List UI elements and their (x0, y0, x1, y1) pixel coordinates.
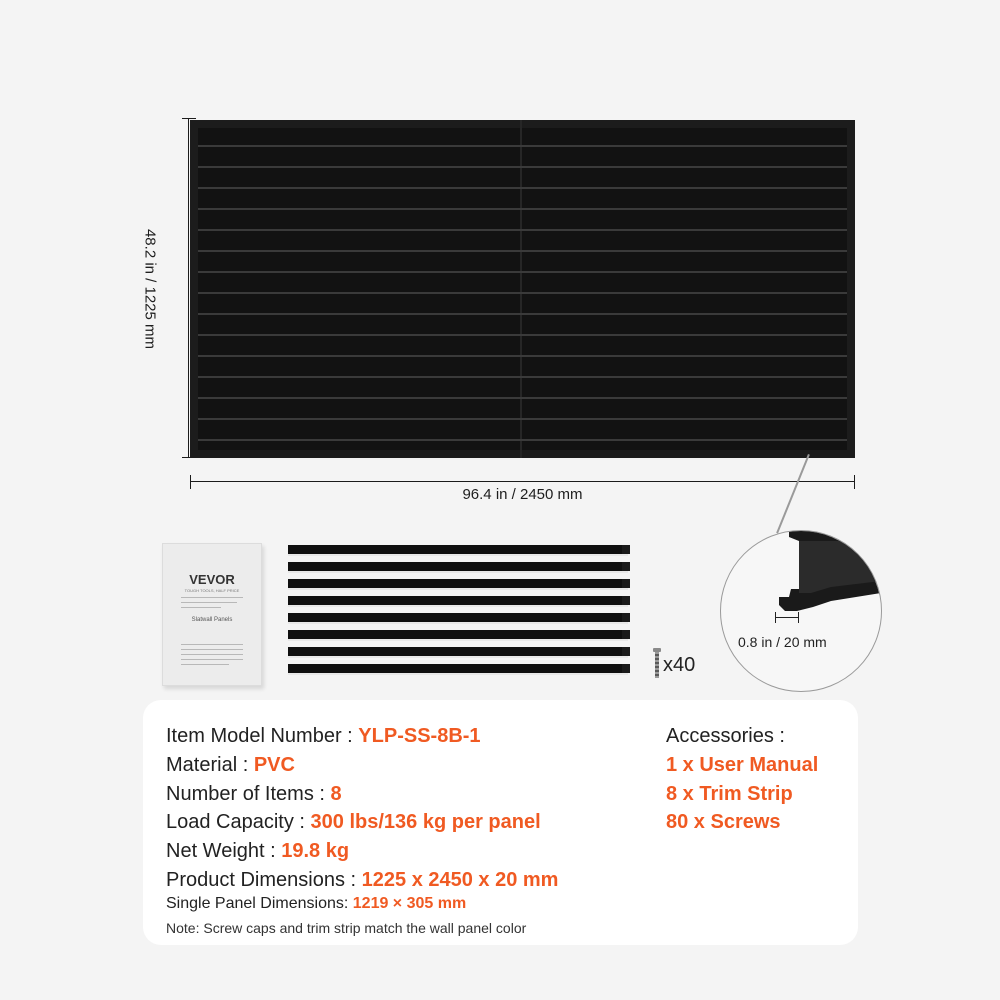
accessory-item: 8 x Trim Strip (666, 783, 793, 805)
spec-row-number-of-items (166, 783, 342, 806)
panel-slat (198, 187, 847, 189)
height-dimension-tick (182, 457, 196, 458)
spec-row-single-panel-dimensions (166, 895, 466, 913)
user-manual-image (162, 543, 262, 686)
manual-text-line (181, 597, 243, 598)
depth-dimension-label: 0.8 in / 20 mm (738, 634, 827, 650)
accessory-item: 80 x Screws (666, 811, 781, 833)
height-dimension-label: 48.2 in / 1225 mm (141, 228, 159, 350)
height-dimension-line (188, 118, 189, 458)
depth-dimension-marker (775, 617, 799, 618)
spec-value: YLP-SS-8B-1 (358, 725, 481, 747)
panel-slat (198, 418, 847, 420)
accessories-title: Accessories : (666, 725, 785, 747)
trim-strip (288, 596, 628, 607)
screw-icon (655, 648, 659, 678)
spec-label: Load Capacity : (166, 811, 311, 833)
manual-text-line (181, 607, 221, 608)
panel-slat (198, 250, 847, 252)
trim-strip (288, 664, 628, 675)
screw-quantity: x40 (663, 654, 696, 676)
manual-tagline: TOUGH TOOLS, HALF PRICE (184, 588, 240, 593)
manual-text-line (181, 654, 243, 655)
panel-slat (198, 271, 847, 273)
panel-slat (198, 166, 847, 168)
color-note: Note: Screw caps and trim strip match the wall panel color (166, 920, 527, 936)
trim-strip (288, 613, 628, 624)
trim-strip (288, 562, 628, 573)
panel-edge-profile-icon (721, 531, 881, 691)
manual-title: Slatwall Panels (191, 617, 233, 623)
panel-slat (198, 334, 847, 336)
width-dimension-line (190, 481, 855, 482)
manual-text-line (181, 659, 243, 660)
spec-value: 1219 × 305 mm (352, 895, 467, 912)
panel-slat (198, 145, 847, 147)
panel-slat (198, 313, 847, 315)
panel-slat (198, 229, 847, 231)
slatwall-panel-image (190, 120, 855, 458)
spec-value: PVC (253, 754, 295, 776)
spec-label: Product Dimensions : (166, 869, 362, 891)
panel-slat (198, 439, 847, 441)
width-dimension-label: 96.4 in / 2450 mm (462, 486, 583, 503)
spec-label: Single Panel Dimensions: (166, 895, 353, 912)
spec-row-material (166, 754, 295, 777)
height-dimension-tick (182, 118, 196, 119)
manual-brand: VEVOR (189, 572, 235, 587)
panel-slat (198, 397, 847, 399)
spec-label: Number of Items : (166, 783, 331, 805)
panel-slat (198, 208, 847, 210)
panel-slat (198, 376, 847, 378)
spec-row-net-weight (166, 840, 349, 863)
spec-value: 300 lbs/136 kg per panel (310, 811, 541, 833)
panel-slat (198, 355, 847, 357)
panel-slat (198, 292, 847, 294)
spec-row-load-capacity (166, 811, 541, 834)
manual-text-line (181, 664, 229, 665)
spec-row-product-dimensions (166, 869, 558, 892)
trim-strip (288, 647, 628, 658)
trim-strip (288, 630, 628, 641)
spec-value: 19.8 kg (281, 840, 350, 862)
spec-label: Item Model Number : (166, 725, 359, 747)
spec-label: Material : (166, 754, 254, 776)
trim-strip (288, 545, 628, 556)
spec-label: Net Weight : (166, 840, 282, 862)
panel-seam (520, 120, 522, 458)
spec-value: 8 (330, 783, 342, 805)
panel-edge-detail-callout (720, 530, 882, 692)
trim-strip (288, 579, 628, 590)
manual-text-line (181, 602, 237, 603)
manual-text-line (181, 649, 243, 650)
spec-value: 1225 x 2450 x 20 mm (361, 869, 559, 891)
manual-text-line (181, 644, 243, 645)
accessory-item: 1 x User Manual (666, 754, 819, 776)
spec-row-model (166, 725, 481, 748)
